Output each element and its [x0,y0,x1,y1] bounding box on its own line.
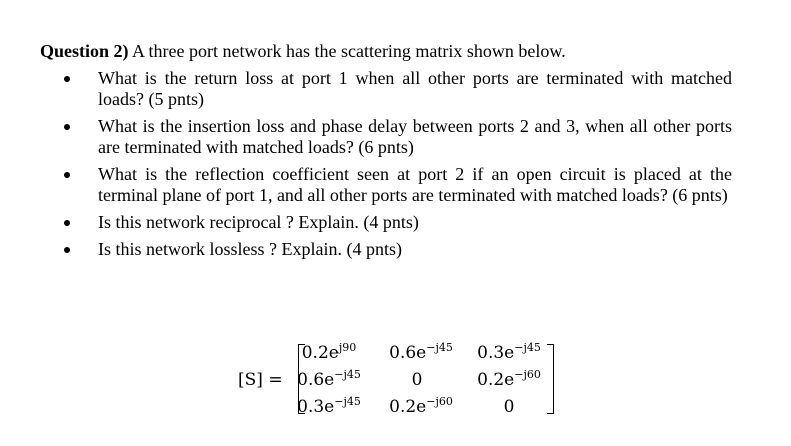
bullet-icon [64,76,70,82]
matrix-cell-s12: $0.6e^{-j45}$ [389,341,453,363]
bullet-icon [64,124,70,130]
question-intro: A three port network has the scattering matrix shown below. [128,41,566,61]
matrix-cell-s31: $0.3e^{-j45}$ [297,395,361,417]
question-list [98,68,732,266]
list-item [98,164,732,206]
bullet-icon [64,247,70,253]
matrix-cell-s32: $0.2e^{-j60}$ [389,395,453,417]
matrix-lhs: [S] = [238,370,283,390]
matrix-cell-s22: 0 [411,370,423,390]
question-label: Question 2) [40,41,129,61]
question-item-text: Is this network reciprocal ? Explain. (4 pnts) [98,212,419,232]
matrix-cell-s11: $0.2e^{j90}$ [301,341,357,363]
matrix-cell-s33: 0 [503,397,515,417]
question-item-text: What is the reflection coefficient seen at port 2 if an open circuit is placed at the terminal plane of port 1, and all other ports are terminated with matched loads? (6 pnts) [98,164,732,205]
question-heading [40,40,566,62]
list-item [98,239,732,260]
bullet-icon [64,220,70,226]
matrix-cell-s21: $0.6e^{-j45}$ [297,368,361,390]
question-item-text: Is this network lossless ? Explain. (4 pnts) [98,239,402,259]
question-item-text: What is the insertion loss and phase delay between ports 2 and 3, when all other ports are terminated with matched loads? (6 pnts) [98,116,732,157]
matrix-cell-s13: $0.3e^{-j45}$ [477,341,541,363]
list-item [98,116,732,158]
bullet-icon [64,172,70,178]
list-item [98,212,732,233]
list-item [98,68,732,110]
matrix-cell-s23: $0.2e^{-j60}$ [477,368,541,390]
question-item-text: What is the return loss at port 1 when all other ports are terminated with matched loads? (5 pnts) [98,68,732,109]
